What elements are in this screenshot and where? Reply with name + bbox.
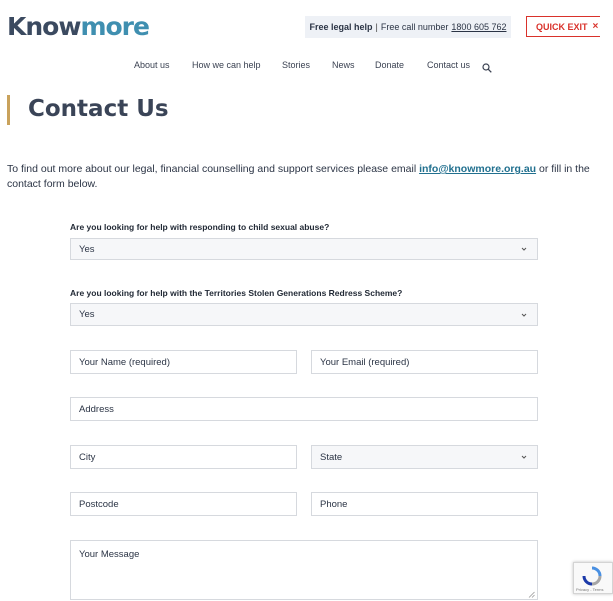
city-field[interactable] <box>70 445 297 469</box>
address-field-placeholder: Address <box>79 403 114 415</box>
name-field-placeholder: Your Name (required) <box>79 356 170 368</box>
state-select-value: State <box>320 451 343 463</box>
name-field[interactable] <box>70 350 297 374</box>
phone-field[interactable] <box>311 492 538 516</box>
quick-exit-button[interactable] <box>526 16 600 37</box>
nav-item-news[interactable]: News <box>332 60 355 70</box>
nav-item-about-us[interactable]: About us <box>134 60 170 70</box>
email-field-placeholder: Your Email (required) <box>320 356 410 368</box>
nav-item-donate[interactable]: Donate <box>375 60 405 70</box>
email-link[interactable]: info@knowmore.org.au <box>419 163 537 175</box>
chevron-down-icon <box>519 452 529 462</box>
message-textarea-placeholder: Your Message <box>79 549 140 560</box>
title-accent-bar <box>7 95 10 125</box>
legal-separator: | <box>375 22 378 32</box>
chevron-down-icon <box>519 244 529 254</box>
free-call-label: Free call number <box>380 22 449 32</box>
page-title: Contact Us <box>28 96 169 122</box>
logo-now: now <box>25 12 81 41</box>
address-field[interactable] <box>70 397 538 421</box>
legal-help-label: Free legal help <box>309 22 373 32</box>
quick-exit-label: QUICK EXIT <box>536 21 588 32</box>
postcode-field-placeholder: Postcode <box>79 498 119 510</box>
state-select[interactable] <box>311 445 538 469</box>
nav-item-how-we-can-help[interactable]: How we can help <box>192 60 261 70</box>
logo-more: more <box>80 12 149 41</box>
close-icon: × <box>592 21 599 32</box>
question-child-abuse-label: Are you looking for help with responding to child sexual abuse? <box>70 222 330 232</box>
city-field-placeholder: City <box>79 451 96 463</box>
redress-select-value: Yes <box>79 309 95 320</box>
recaptcha-badge[interactable] <box>573 562 613 594</box>
email-field[interactable] <box>311 350 538 374</box>
resize-handle-icon[interactable] <box>528 590 535 597</box>
search-icon[interactable] <box>482 60 492 70</box>
logo-k: K <box>7 12 26 41</box>
chevron-down-icon <box>519 310 529 320</box>
recaptcha-icon <box>582 566 602 586</box>
nav-item-stories[interactable]: Stories <box>282 60 311 70</box>
child-abuse-select[interactable] <box>70 238 538 260</box>
knowmore-logo[interactable] <box>7 12 149 42</box>
free-legal-help-banner <box>305 16 511 38</box>
main-nav <box>0 60 600 74</box>
intro-text-after: or fill in the contact form below. <box>7 163 590 190</box>
message-textarea[interactable] <box>70 540 538 600</box>
redress-scheme-select[interactable] <box>70 303 538 326</box>
phone-field-placeholder: Phone <box>320 498 348 510</box>
intro-paragraph <box>7 162 605 192</box>
intro-text-before: To find out more about our legal, financial counselling and support services please email <box>7 163 420 175</box>
recaptcha-terms[interactable]: Privacy - Terms <box>576 587 604 592</box>
postcode-field[interactable] <box>70 492 297 516</box>
question-redress-label: Are you looking for help with the Territories Stolen Generations Redress Scheme? <box>70 288 403 298</box>
child-abuse-select-value: Yes <box>79 243 95 255</box>
nav-item-contact-us[interactable]: Contact us <box>427 60 471 70</box>
phone-number-link[interactable]: 1800 605 762 <box>451 22 507 32</box>
